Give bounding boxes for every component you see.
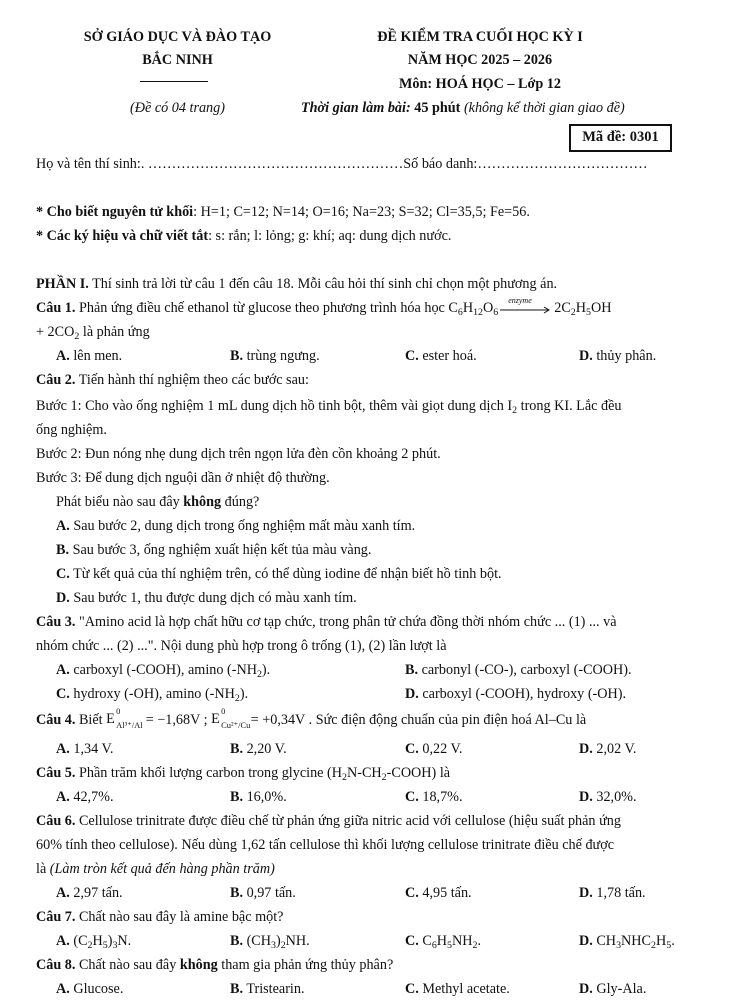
q2-stem bbox=[36, 372, 309, 389]
symbols-values: : s: rắn; l: lỏng; g: khí; aq: dung dịch nước. bbox=[208, 228, 452, 244]
q6-option-b[interactable]: B. 0,97 tấn. bbox=[230, 885, 296, 901]
q2-step2: Bước 2: Đun nóng nhẹ dung dịch trên ngọn lửa đèn cồn khoảng 2 phút. bbox=[36, 446, 441, 462]
q2-option-b[interactable]: B. Sau bước 3, ống nghiệm xuất hiện kết tủa màu vàng. bbox=[56, 542, 372, 558]
q4-potential-al: E 0 Al³⁺/Al bbox=[106, 706, 143, 730]
q5-stem: Câu 5. Phần trăm khối lượng carbon trong glycine $(H_2N-CH_2-COOH)$ là bbox=[36, 765, 451, 783]
q4-label: Câu 4. bbox=[36, 712, 76, 728]
exam-code-box bbox=[569, 124, 672, 152]
atomic-mass-note bbox=[36, 204, 530, 221]
q8-label: Câu 8. bbox=[36, 957, 76, 973]
part1-instruction bbox=[36, 276, 557, 293]
q2-option-c[interactable]: C. Từ kết quả của thí nghiệm trên, có thể dùng iodine để nhận biết hồ tinh bột. bbox=[56, 566, 502, 582]
exam-title: ĐỀ KIỂM TRA CUỐI HỌC KỲ I bbox=[377, 29, 583, 45]
q7-option-c[interactable]: C. $C_6H_5NH_2$. bbox=[405, 933, 482, 951]
q2-question: Phát biểu nào sau đây không đúng? bbox=[56, 494, 260, 510]
q3-option-c[interactable]: C. hydroxy (-OH), amino $(-NH_2)$. bbox=[56, 686, 249, 704]
q5-option-b[interactable]: B. 16,0%. bbox=[230, 789, 287, 805]
part1-text: Thí sinh trả lời từ câu 1 đến câu 18. Mỗi câu hỏi thí sinh chỉ chọn một phương án. bbox=[88, 276, 558, 292]
q8-stem: Câu 8. Chất nào sau đây không tham gia phản ứng thủy phân? bbox=[36, 957, 394, 973]
q1-option-b[interactable]: B. trùng ngưng. bbox=[230, 348, 320, 364]
q7-option-b[interactable]: B. $(CH_3)_2NH$. bbox=[230, 933, 310, 951]
q1-reactant: $C_6H_{12}O_6$ bbox=[448, 300, 499, 318]
q6-stem-cont: 60% tính theo cellulose). Nếu dùng 1,62 tấn cellulose thì khối lượng cellulose trinitrate điều chế được bbox=[36, 837, 615, 853]
q8-option-a[interactable]: A. Glucose. bbox=[56, 981, 124, 997]
q2-text: Tiến hành thí nghiệm theo các bước sau: bbox=[75, 372, 309, 388]
q6-option-a[interactable]: A. 2,97 tấn. bbox=[56, 885, 123, 901]
part1-label: PHẦN I. bbox=[36, 276, 89, 292]
q6-option-c[interactable]: C. 4,95 tấn. bbox=[405, 885, 472, 901]
atomic-mass-label: * Cho biết nguyên tử khối bbox=[36, 204, 194, 220]
q1-option-a[interactable]: A. lên men. bbox=[56, 348, 123, 364]
q3-stem-cont: nhóm chức ... (2) ...". Nội dung phù hợp trong ô trống (1), (2) lần lượt là bbox=[36, 638, 447, 654]
q4-option-b[interactable]: B. 2,20 V. bbox=[230, 741, 287, 757]
q6-stem: Câu 6. Cellulose trinitrate được điều chế từ phản ứng giữa nitric acid với cellulose (hiệu suất phản ứng bbox=[36, 813, 621, 829]
student-info-line: Họ và tên thí sinh:. ………………………………………………Số báo danh:……………………………… bbox=[36, 156, 648, 172]
q1-stem bbox=[36, 295, 612, 318]
q1-text: Phản ứng điều chế ethanol từ glucose theo phương trình hóa học bbox=[75, 300, 445, 316]
q8-option-c[interactable]: C. Methyl acetate. bbox=[405, 981, 510, 997]
q4-stem: Câu 4. Biết E 0 Al³⁺/Al = −1,68V ; E 0 Cu²⁺/Cu = +0,34V . Sức điện động chuẩn của pin điện hoá Al–Cu là bbox=[36, 706, 587, 730]
time-value: 45 phút bbox=[410, 100, 461, 116]
q7-option-a[interactable]: A. $(C_2H_5)_3N$. bbox=[56, 933, 132, 951]
q3-option-b[interactable]: B. carbonyl (-CO-), carboxyl (-COOH). bbox=[405, 662, 632, 678]
department-name: SỞ GIÁO DỤC VÀ ĐÀO TẠO bbox=[83, 29, 272, 45]
q2-label: Câu 2. bbox=[36, 372, 76, 388]
time-note: (không kể thời gian giao đề) bbox=[460, 100, 625, 116]
q7-label: Câu 7. bbox=[36, 909, 76, 925]
symbols-label: * Các ký hiệu và chữ viết tắt bbox=[36, 228, 209, 244]
q5-option-a[interactable]: A. 42,7%. bbox=[56, 789, 114, 805]
q3-label: Câu 3. bbox=[36, 614, 76, 630]
q3-stem: Câu 3. "Amino acid là hợp chất hữu cơ tạp chức, trong phân tử chứa đồng thời nhóm chức ... (1) ... và bbox=[36, 614, 617, 630]
q2-step3: Bước 3: Để dung dịch nguội dần ở nhiệt độ thường. bbox=[36, 470, 330, 486]
atomic-mass-values: : H=1; C=12; N=14; O=16; Na=23; S=32; Cl=35,5; Fe=56. bbox=[193, 204, 530, 220]
q5-option-d[interactable]: D. 32,0%. bbox=[579, 789, 637, 805]
reaction-arrow-icon bbox=[500, 295, 552, 316]
q3-option-a[interactable]: A. carboxyl (-COOH), amino $(-NH_2)$. bbox=[56, 662, 271, 680]
q8-option-b[interactable]: B. Tristearin. bbox=[230, 981, 305, 997]
q2-option-d[interactable]: D. Sau bước 1, thu được dung dịch có màu xanh tím. bbox=[56, 590, 357, 606]
exam-code: Mã đề: 0301 bbox=[582, 129, 659, 146]
q1-stem-cont: + $2CO_2$ là phản ứng bbox=[36, 324, 150, 342]
q7-option-d[interactable]: D. $CH_3NHC_2H_5$. bbox=[579, 933, 675, 951]
q2-step1: Bước 1: Cho vào ống nghiệm 1 mL dung dịch hồ tinh bột, thêm vài giọt dung dịch $I_2$ trong KI. Lắc đều bbox=[36, 398, 622, 416]
time-line bbox=[301, 100, 625, 117]
q4-option-c[interactable]: C. 0,22 V. bbox=[405, 741, 463, 757]
time-label: Thời gian làm bài: bbox=[301, 100, 411, 116]
q1-label: Câu 1. bbox=[36, 300, 76, 316]
q2-option-a[interactable]: A. Sau bước 2, dung dịch trong ống nghiệm mất màu xanh tím. bbox=[56, 518, 416, 534]
subject-line: Môn: HOÁ HỌC – Lớp 12 bbox=[399, 76, 561, 92]
q3-option-d[interactable]: D. carboxyl (-COOH), hydroxy (-OH). bbox=[405, 686, 627, 702]
q6-stem-cont2: là (Làm tròn kết quả đến hàng phần trăm) bbox=[36, 861, 275, 877]
q1-cont: + 2CO bbox=[36, 324, 75, 340]
q6-label: Câu 6. bbox=[36, 813, 76, 829]
q6-option-d[interactable]: D. 1,78 tấn. bbox=[579, 885, 646, 901]
q5-label: Câu 5. bbox=[36, 765, 76, 781]
q4-option-d[interactable]: D. 2,02 V. bbox=[579, 741, 637, 757]
symbols-note bbox=[36, 228, 451, 245]
q1-option-c[interactable]: C. ester hoá. bbox=[405, 348, 477, 364]
q1-cont2: là phản ứng bbox=[79, 324, 150, 340]
q1-option-d[interactable]: D. thủy phân. bbox=[579, 348, 657, 364]
province-name: BẮC NINH bbox=[142, 52, 213, 68]
header-divider bbox=[140, 81, 208, 82]
page-count-note: (Đề có 04 trang) bbox=[130, 100, 225, 116]
q4-option-a[interactable]: A. 1,34 V. bbox=[56, 741, 114, 757]
q4-potential-cu: E 0 Cu²⁺/Cu bbox=[211, 706, 251, 730]
school-year: NĂM HỌC 2025 – 2026 bbox=[407, 52, 553, 68]
q1-enzyme-label: enzyme bbox=[508, 295, 532, 305]
q7-stem: Câu 7. Chất nào sau đây là amine bậc một? bbox=[36, 909, 284, 925]
q8-option-d[interactable]: D. Gly-Ala. bbox=[579, 981, 647, 997]
q2-step1-cont: ống nghiệm. bbox=[36, 422, 107, 438]
q5-option-c[interactable]: C. 18,7%. bbox=[405, 789, 463, 805]
q1-product: $2C_2H_5OH$ bbox=[554, 300, 612, 318]
